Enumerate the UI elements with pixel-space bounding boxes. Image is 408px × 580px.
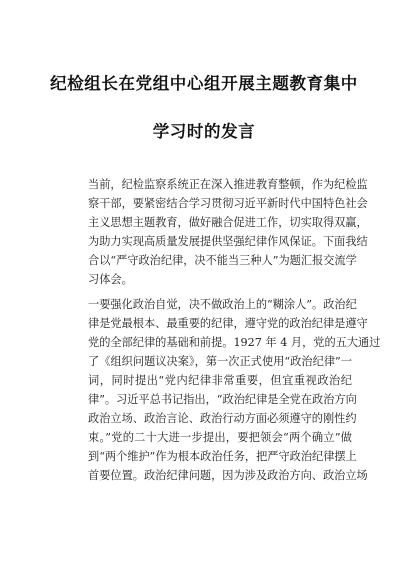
paragraph-1-line-3: 主义思想主题教育，做好融合促进工作，切实取得双赢， xyxy=(88,216,368,229)
paragraph-1-line-6: 习体会。 xyxy=(88,273,133,286)
document-title-line-2: 学习时的发言 xyxy=(152,122,256,141)
paragraph-2-line-3: 党的全部纪律的基础和前提。1927 年 4 月，党的五大通过 xyxy=(88,336,381,349)
paragraph-2-line-10: 首要位置。政治纪律问题，因为涉及政治方向、政治立场 xyxy=(88,469,368,482)
paragraph-2-line-6: 律”。习近平总书记指出，“政治纪律是全党在政治方向 xyxy=(88,393,357,406)
paragraph-1-line-2: 察干部，要紧密结合学习贯彻习近平新时代中国特色社会 xyxy=(88,197,368,210)
paragraph-2-line-1: 一要强化政治自觉，决不做政治上的“糊涂人”。政治纪 xyxy=(88,298,357,311)
paragraph-2-line-8: 束。”党的二十大进一步提出，要把领会“两个确立”做 xyxy=(88,431,352,444)
document-title-line-1: 纪检组长在党组中心组开展主题教育集中 xyxy=(50,74,358,93)
paragraph-2-line-9: 到“两个维护”作为根本政治任务，把严守政治纪律摆上 xyxy=(88,450,357,463)
paragraph-1-line-4: 为助力实现高质量发展提供坚强纪律作风保证。下面我结 xyxy=(88,235,368,248)
paragraph-1-line-5: 合以“严守政治纪律，决不能当三种人”为题汇报交流学 xyxy=(88,254,357,267)
paragraph-2-line-4: 了《组织问题议决案》，第一次正式使用“政治纪律”一 xyxy=(88,355,352,368)
paragraph-1-line-1: 当前，纪检监察系统正在深入推进教育整顿，作为纪检监 xyxy=(88,178,368,191)
paragraph-2-line-7: 政治立场、政治言论、政治行动方面必须遵守的刚性约 xyxy=(88,412,357,425)
paragraph-2-line-2: 律是党最根本、最重要的纪律，遵守党的政治纪律是遵守 xyxy=(88,317,368,330)
paragraph-2-line-5: 词，同时提出“党内纪律非常重要，但宜重视政治纪 xyxy=(88,374,352,387)
